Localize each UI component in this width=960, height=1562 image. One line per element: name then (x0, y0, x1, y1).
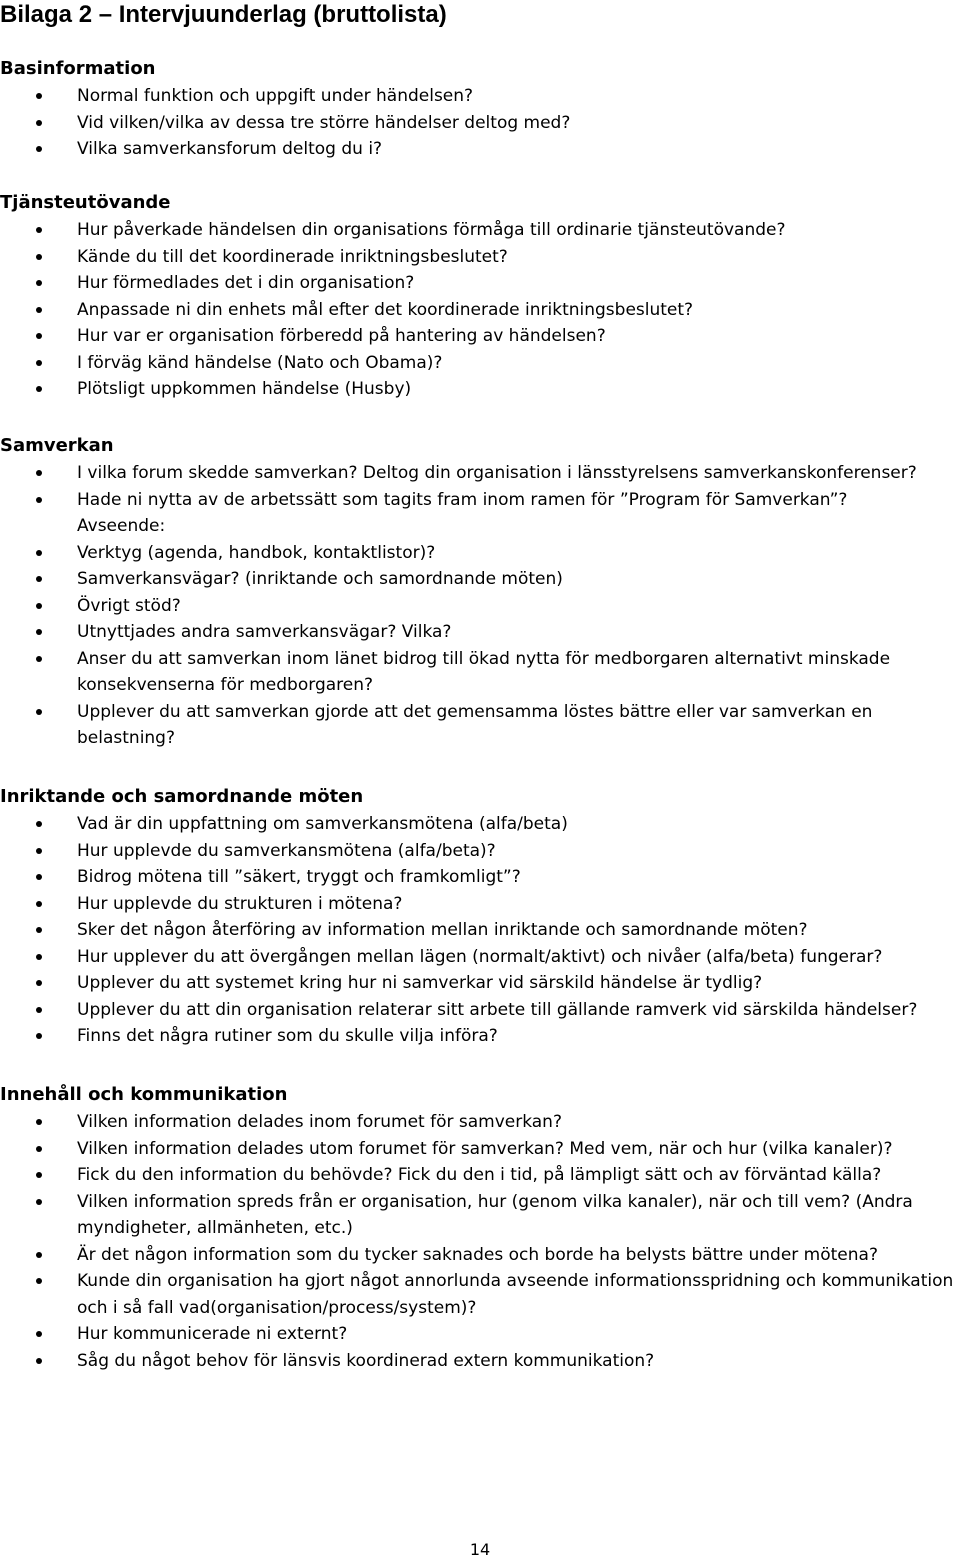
question-text: I vilka forum skedde samverkan? Deltog din organisation i länsstyrelsens samverkanskonferenser? (77, 463, 917, 483)
bullet-icon (36, 629, 42, 635)
bullet-icon (36, 709, 42, 715)
list-item (0, 1242, 960, 1269)
question-text: Kände du till det koordinerade inriktningsbeslutet? (77, 246, 508, 267)
bullet-icon (36, 550, 42, 556)
question-text: Anpassade ni din enhets mål efter det koordinerade inriktningsbeslutet? (77, 299, 694, 320)
list-item (0, 619, 960, 646)
list-item (0, 323, 960, 350)
question-text: Hur kommunicerade ni externt? (77, 1324, 348, 1344)
list-item (0, 1348, 960, 1375)
list-item (0, 376, 960, 403)
bullet-icon (36, 954, 42, 960)
list-item (0, 891, 960, 918)
question-list (0, 811, 960, 1050)
bullet-icon (36, 821, 42, 827)
question-text: Hade ni nytta av de arbetssätt som tagits fram inom ramen för ”Program för Samverkan”? (77, 489, 848, 510)
bullet-icon (36, 1358, 42, 1364)
bullet-icon (36, 874, 42, 880)
bullet-icon (36, 656, 42, 662)
page-title: Bilaga 2 – Intervjuunderlag (bruttolista) (0, 1, 447, 28)
question-text: Finns det några rutiner som du skulle vilja införa? (77, 1026, 498, 1046)
question-text: Plötsligt uppkommen händelse (Husby) (77, 379, 412, 399)
bullet-icon (36, 848, 42, 854)
list-item (0, 1321, 960, 1348)
list-item (0, 838, 960, 865)
bullet-icon (36, 470, 42, 476)
list-item (0, 270, 960, 297)
section-tjansteutovande (0, 189, 960, 403)
bullet-icon (36, 1007, 42, 1013)
bullet-icon (36, 901, 42, 907)
question-text: Verktyg (agenda, handbok, kontaktlistor)? (77, 542, 436, 563)
bullet-icon (36, 386, 42, 392)
bullet-icon (36, 254, 42, 260)
bullet-icon (36, 93, 42, 99)
section-heading: Basinformation (0, 58, 156, 79)
question-text: Sker det någon återföring av information mellan inriktande och samordnande möten? (77, 920, 808, 940)
question-text: Hur upplevde du strukturen i mötena? (77, 893, 403, 914)
list-item (0, 460, 960, 487)
question-list (0, 1109, 960, 1374)
bullet-icon (36, 227, 42, 233)
question-text: I förväg känd händelse (Nato och Obama)? (77, 352, 443, 373)
list-item (0, 83, 960, 110)
list-item (0, 864, 960, 891)
section-heading: Inriktande och samordnande möten (0, 786, 364, 807)
section-innehall-kommunikation (0, 1081, 960, 1374)
question-text: Såg du något behov för länsvis koordinerad extern kommunikation? (77, 1350, 655, 1371)
list-item (0, 944, 960, 971)
bullet-icon (36, 1252, 42, 1258)
question-text: Upplever du att samverkan gjorde att det gemensamma löstes bättre eller var samverkan en belastning? (77, 701, 873, 748)
list-item (0, 1109, 960, 1136)
section-heading: Tjänsteutövande (0, 192, 171, 213)
question-text: Normal funktion och uppgift under händelsen? (77, 86, 474, 106)
section-heading: Innehåll och kommunikation (0, 1084, 288, 1105)
bullet-icon (36, 576, 42, 582)
list-item (0, 513, 960, 540)
bullet-icon (36, 333, 42, 339)
bullet-icon (36, 1033, 42, 1039)
list-item (0, 244, 960, 271)
section-samverkan (0, 432, 960, 752)
bullet-icon (36, 497, 42, 503)
list-item (0, 350, 960, 377)
list-item (0, 997, 960, 1024)
bullet-icon (36, 1278, 42, 1284)
page-number: 14 (469, 1540, 491, 1559)
bullet-icon (36, 280, 42, 286)
question-text: Vilka samverkansforum deltog du i? (77, 139, 383, 159)
question-text: Är det någon information som du tycker saknades och borde ha belysts bättre under mötena? (77, 1244, 878, 1265)
list-item (0, 1136, 960, 1163)
bullet-icon (36, 146, 42, 152)
bullet-icon (36, 1119, 42, 1125)
question-text: Fick du den information du behövde? Fick du den i tid, på lämpligt sätt och av förväntad källa? (77, 1165, 882, 1185)
question-text: Hur förmedlades det i din organisation? (77, 273, 415, 293)
bullet-icon (36, 1172, 42, 1178)
question-text: Vad är din uppfattning om samverkansmötena (alfa/beta) (77, 814, 568, 834)
bullet-icon (36, 603, 42, 609)
bullet-icon (36, 980, 42, 986)
bullet-icon (36, 1331, 42, 1337)
list-item (0, 110, 960, 137)
question-text: Kunde din organisation ha gjort något annorlunda avseende informationsspridning och kommunikation och i så fall vad(organisation/process/system)? (77, 1271, 954, 1318)
list-item (0, 217, 960, 244)
list-item (0, 297, 960, 324)
list-item (0, 540, 960, 567)
list-item (0, 699, 960, 752)
section-basinformation (0, 55, 960, 163)
bullet-icon (36, 120, 42, 126)
question-text: Upplever du att din organisation relaterar sitt arbete till gällande ramverk vid särskilda händelser? (77, 999, 918, 1020)
list-item (0, 1023, 960, 1050)
question-list (0, 460, 960, 752)
question-text: Vilken information spreds från er organisation, hur (genom vilka kanaler), när och till vem? (Andra myndigheter, allmänheten, etc.) (77, 1191, 913, 1238)
bullet-icon (36, 927, 42, 933)
question-text: Vid vilken/vilka av dessa tre större händelser deltog med? (77, 112, 571, 133)
question-text: Bidrog mötena till ”säkert, tryggt och framkomligt”? (77, 867, 521, 887)
question-text: Avseende: (77, 516, 166, 536)
bullet-icon (36, 360, 42, 366)
bullet-icon (36, 307, 42, 313)
bullet-icon (36, 1146, 42, 1152)
list-item (0, 811, 960, 838)
question-list (0, 83, 960, 163)
list-item (0, 917, 960, 944)
question-text: Samverkansvägar? (inriktande och samordnande möten) (77, 569, 563, 589)
question-text: Upplever du att systemet kring hur ni samverkar vid särskild händelse är tydlig? (77, 973, 763, 993)
question-text: Anser du att samverkan inom länet bidrog till ökad nytta för medborgaren alternativt minskade konsekvenserna för medborgaren? (77, 648, 891, 695)
list-item (0, 136, 960, 163)
list-item (0, 487, 960, 514)
section-inriktande-moten (0, 783, 960, 1050)
list-item (0, 593, 960, 620)
section-heading: Samverkan (0, 435, 114, 456)
question-list (0, 217, 960, 403)
list-item (0, 1189, 960, 1242)
bullet-icon (36, 1199, 42, 1205)
question-text: Utnyttjades andra samverkansvägar? Vilka? (77, 622, 452, 642)
question-text: Vilken information delades utom forumet för samverkan? Med vem, när och hur (vilka kanaler)? (77, 1138, 893, 1159)
question-text: Hur var er organisation förberedd på hantering av händelsen? (77, 326, 606, 346)
question-text: Hur upplevde du samverkansmötena (alfa/beta)? (77, 840, 496, 861)
list-item (0, 1162, 960, 1189)
question-text: Hur påverkade händelsen din organisations förmåga till ordinarie tjänsteutövande? (77, 220, 786, 240)
list-item (0, 566, 960, 593)
list-item (0, 1268, 960, 1321)
list-item (0, 646, 960, 699)
question-text: Vilken information delades inom forumet för samverkan? (77, 1112, 562, 1132)
question-text: Hur upplever du att övergången mellan lägen (normalt/aktivt) och nivåer (alfa/beta) fungerar? (77, 946, 883, 967)
list-item (0, 970, 960, 997)
question-text: Övrigt stöd? (77, 595, 181, 616)
